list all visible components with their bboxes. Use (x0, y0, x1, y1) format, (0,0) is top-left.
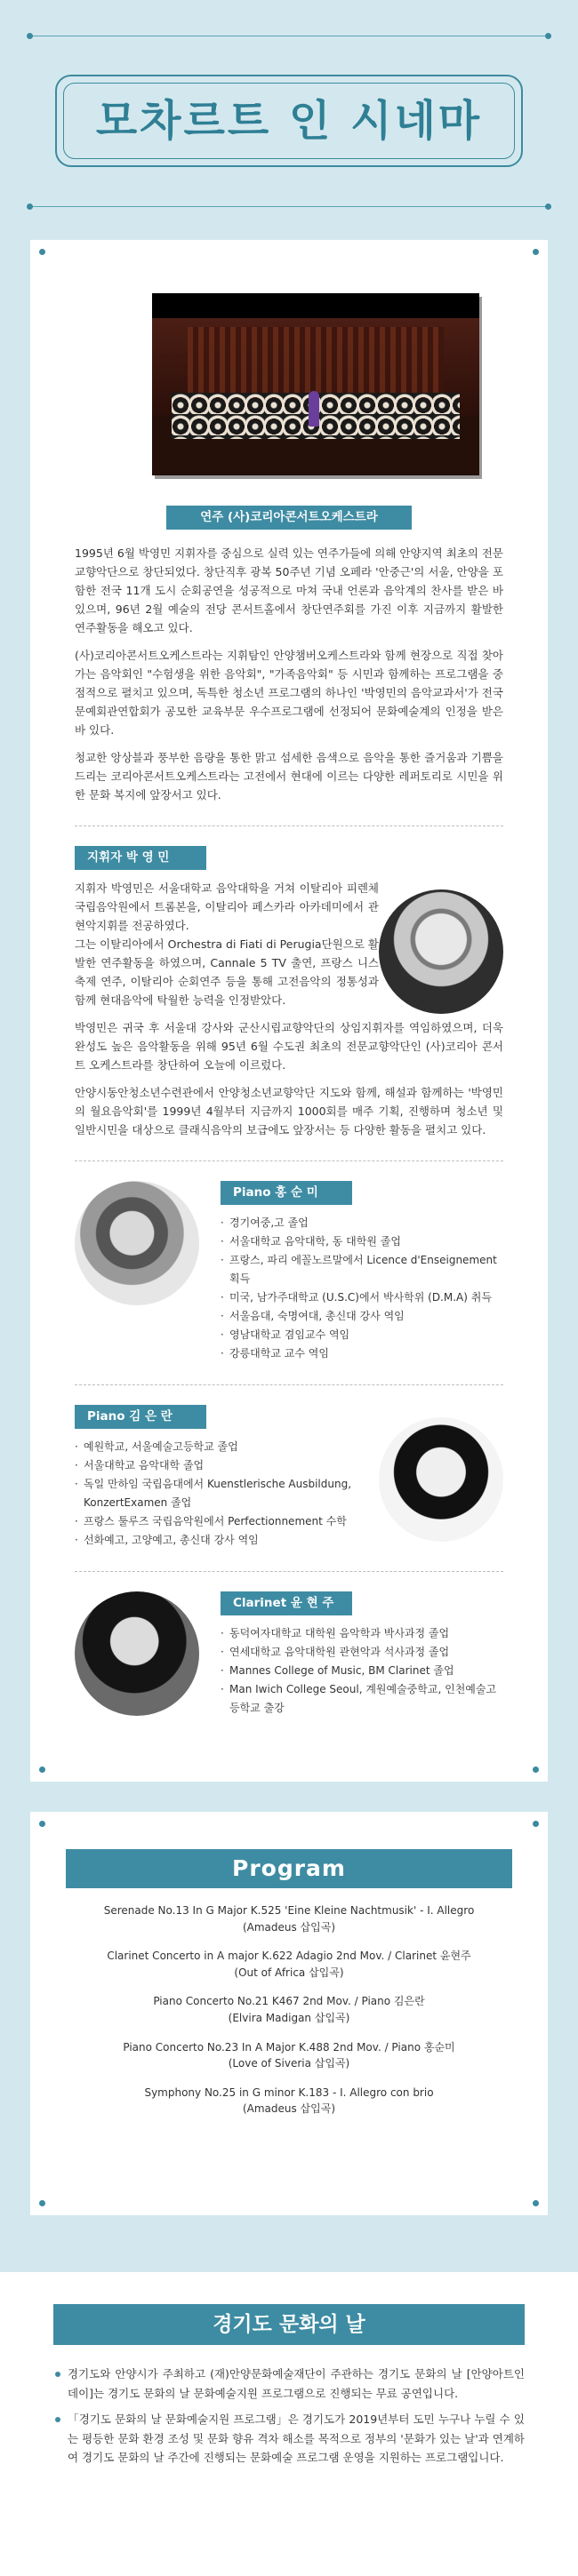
pianist1-portrait (75, 1181, 199, 1305)
list-item: · 영남대학교 겸임교수 역임 (221, 1326, 503, 1344)
clarinet-section (75, 1591, 503, 1718)
performers-panel (30, 240, 548, 1782)
list-item: · 서울대학교 음악대학, 동 대학원 졸업 (221, 1232, 503, 1251)
pianist1-label: Piano 홍 순 미 (221, 1181, 352, 1205)
program-item (66, 1948, 512, 1981)
orchestra-label: 연주 (사)코리아콘서트오케스트라 (166, 506, 412, 530)
dashed-divider (75, 1384, 503, 1385)
program-piece: Piano Concerto No.21 K467 2nd Mov. / Piano 김은란 (153, 1995, 425, 2008)
program-film: (Love of Siveria 삽입곡) (228, 2057, 350, 2070)
list-item: · 독일 만하임 국립음대에서 Kuenstlerische Ausbildung, KonzertExamen 졸업 (75, 1475, 357, 1512)
list-item: · 경기여중,고 졸업 (221, 1214, 503, 1232)
footer-title: 경기도 문화의 날 (53, 2304, 525, 2345)
orchestra-paragraph: (사)코리아콘서트오케스트라는 지휘탐인 안양챔버오케스트라와 함께 현장으로 직접 찾아가는 음악회인 "수험생을 위한 음악회", "가족음악회" 등 시민과 함께하는 프로그램을 중점적으로 펼치고 있으며, 독특한 청소년 프로그램의 하나인 '박영민의 음악교과서'가 전국문예회관연합회가 공모한 교육부문 우수프로그램에 선정되어 문화예술계의 인정을 받은 바 있다. (75, 649, 503, 737)
list-item: · 서울대학교 음악대학 졸업 (75, 1456, 357, 1475)
program-item (66, 1902, 512, 1935)
list-item: · 연세대학교 음악대학원 관현악과 석사과정 졸업 (221, 1643, 503, 1662)
pianist2-label: Piano 김 은 란 (75, 1405, 206, 1429)
pianist2-section (75, 1405, 503, 1550)
program-piece: Piano Concerto No.23 In A Major K.488 2nd Mov. / Piano 홍순미 (123, 2040, 455, 2054)
list-item: · 동덕여자대학교 대학원 음악학과 박사과정 졸업 (221, 1624, 503, 1643)
title-frame (55, 75, 523, 167)
clarinet-label: Clarinet 윤 현 주 (221, 1591, 352, 1615)
divider-line (30, 206, 548, 207)
orchestra-paragraph: 1995년 6월 박영민 지휘자를 중심으로 실력 있는 연주가들에 의해 안양지역 최초의 전문교향악단으로 창단되었다. 창단직후 광복 50주년 기념 오페라 '안중근'의 서울, 안양을 포함한 전국 11개 도시 순회공연을 성공적으로 마쳐 국내 언론과 음악계의 찬사를 받은 바 있으며, 96년 2월 예술의 전당 콘서트홀에서 창단연주회를 가진 이후 지금까지 활발한 연주활동을 해오고 있다. (75, 546, 503, 634)
list-item: · 선화예고, 고양예고, 총신대 강사 역임 (75, 1531, 357, 1550)
program-item (66, 1993, 512, 2026)
list-item: · Man Iwich College Seoul, 계원예술중학교, 인천예술고등학교 출강 (221, 1680, 503, 1718)
dashed-divider (75, 825, 503, 826)
program-piece: Symphony No.25 in G minor K.183 - I. Allegro con brio (144, 2086, 434, 2099)
conductor-paragraph: 안양시동안청소년수련관에서 안양청소년교향악단 지도와 함께, 해설과 함께하는 '박영민의 월요음악회'를 1999년 4월부터 지금까지 1000회를 매주 기획, 진행하며 청소년 및 일반시민을 대상으로 클래식음악의 보급에도 앞장서는 등 다양한 활동을 펼치고 있다. (75, 1086, 503, 1136)
conductor-portrait (379, 889, 503, 1014)
orchestra-paragraph: 청교한 앙상블과 풍부한 음량을 통한 맑고 섬세한 음색으로 음악을 통한 즐거움과 기쁨을 드리는 코리아콘서트오케스트라는 고전에서 현대에 이르는 다양한 레퍼토리로 시민을 위한 문화 복지에 앞장서고 있다. (75, 751, 503, 802)
list-item: · 미국, 남가주대학교 (U.S.C)에서 박사학위 (D.M.A) 취득 (221, 1288, 503, 1307)
title-banner (0, 0, 578, 240)
program-item (66, 2085, 512, 2117)
conductor-section (75, 879, 503, 1018)
program-film: (Elvira Madigan 삽입곡) (228, 2011, 350, 2024)
list-item: · 강릉대학교 교수 역임 (221, 1344, 503, 1363)
program-title: Program (66, 1849, 512, 1888)
conductor-label: 지휘자 박 영 민 (75, 846, 206, 870)
program-film: (Amadeus 삽입곡) (242, 1920, 336, 1934)
program-panel (30, 1812, 548, 2215)
pianist2-portrait (379, 1417, 503, 1542)
dashed-divider (75, 1571, 503, 1572)
footer-note: 경기도와 안양시가 주최하고 (재)안양문화예술재단이 주관하는 경기도 문화의 날 [안양아트인 데이]는 경기도 문화의 날 문화예술지원 프로그램으로 진행되는 무료 공연입니다. (53, 2365, 525, 2403)
program-film: (Out of Africa 삽입곡) (234, 1966, 344, 1979)
conductor-paragraph: 박영민은 귀국 후 서울대 강사와 군산시립교향악단의 상임지휘자를 역임하였으며, 더욱 완성도 높은 음악활동을 위해 95년 6월 수도권 최초의 전문교향악단인 (사)코리아 콘서트 오케스트라를 창단하여 오늘에 이르렀다. (75, 1021, 503, 1072)
program-piece: Serenade No.13 In G Major K.525 'Eine Kleine Nachtmusik' - I. Allegro (103, 1904, 475, 1917)
program-item (66, 2039, 512, 2072)
orchestra-photo (152, 293, 479, 475)
clarinet-portrait (75, 1591, 199, 1716)
program-piece: Clarinet Concerto in A major K.622 Adagio 2nd Mov. / Clarinet 윤현주 (107, 1950, 471, 1963)
list-item: · 프랑스, 파리 에꼴노르말에서 Licence d'Enseignement 획득 (221, 1251, 503, 1288)
list-item: · 예원학교, 서울예술고등학교 졸업 (75, 1438, 357, 1456)
conductor-bio: 지휘자 박영민은 서울대학교 음악대학을 거쳐 이탈리아 피렌체 국립음악원에서 트롬본을, 이탈리아 페스카라 아카데미에서 관현악지휘를 전공하였다. 그는 이탈리아에서 Orchestra di Fiati di Perugia단원으로 활발한 연주활동을 하였으며, Cannale 5 TV 출연, 프랑스 니스축제 연주, 이탈리아 순회연주 등을 통해 고전음악의 정통성과 함께 현대음악에 탁월한 능력을 인정받았다. (75, 881, 379, 1007)
dashed-divider (75, 1160, 503, 1161)
footer-note: 「경기도 문화의 날 문화예술지원 프로그램」은 경기도가 2019년부터 도민 누구나 누릴 수 있는 평등한 문화 환경 조성 및 문화 향유 격차 해소를 목적으로 정부의 '문화가 있는 날'과 연계하여 경기도 문화의 날 주간에 진행되는 문화예술 프로그램 운영을 지원하는 프로그램입니다. (53, 2410, 525, 2468)
footer-section (0, 2272, 578, 2576)
list-item: · Mannes College of Music, BM Clarinet 졸업 (221, 1662, 503, 1680)
page-title: 모차르트 인 시네마 (95, 96, 483, 146)
list-item: · 프랑스 툴루즈 국립음악원에서 Perfectionnement 수학 (75, 1512, 357, 1531)
program-film: (Amadeus 삽입곡) (242, 2102, 336, 2116)
pianist1-section (75, 1181, 503, 1363)
list-item: · 서울음대, 숙명여대, 총신대 강사 역임 (221, 1307, 503, 1326)
